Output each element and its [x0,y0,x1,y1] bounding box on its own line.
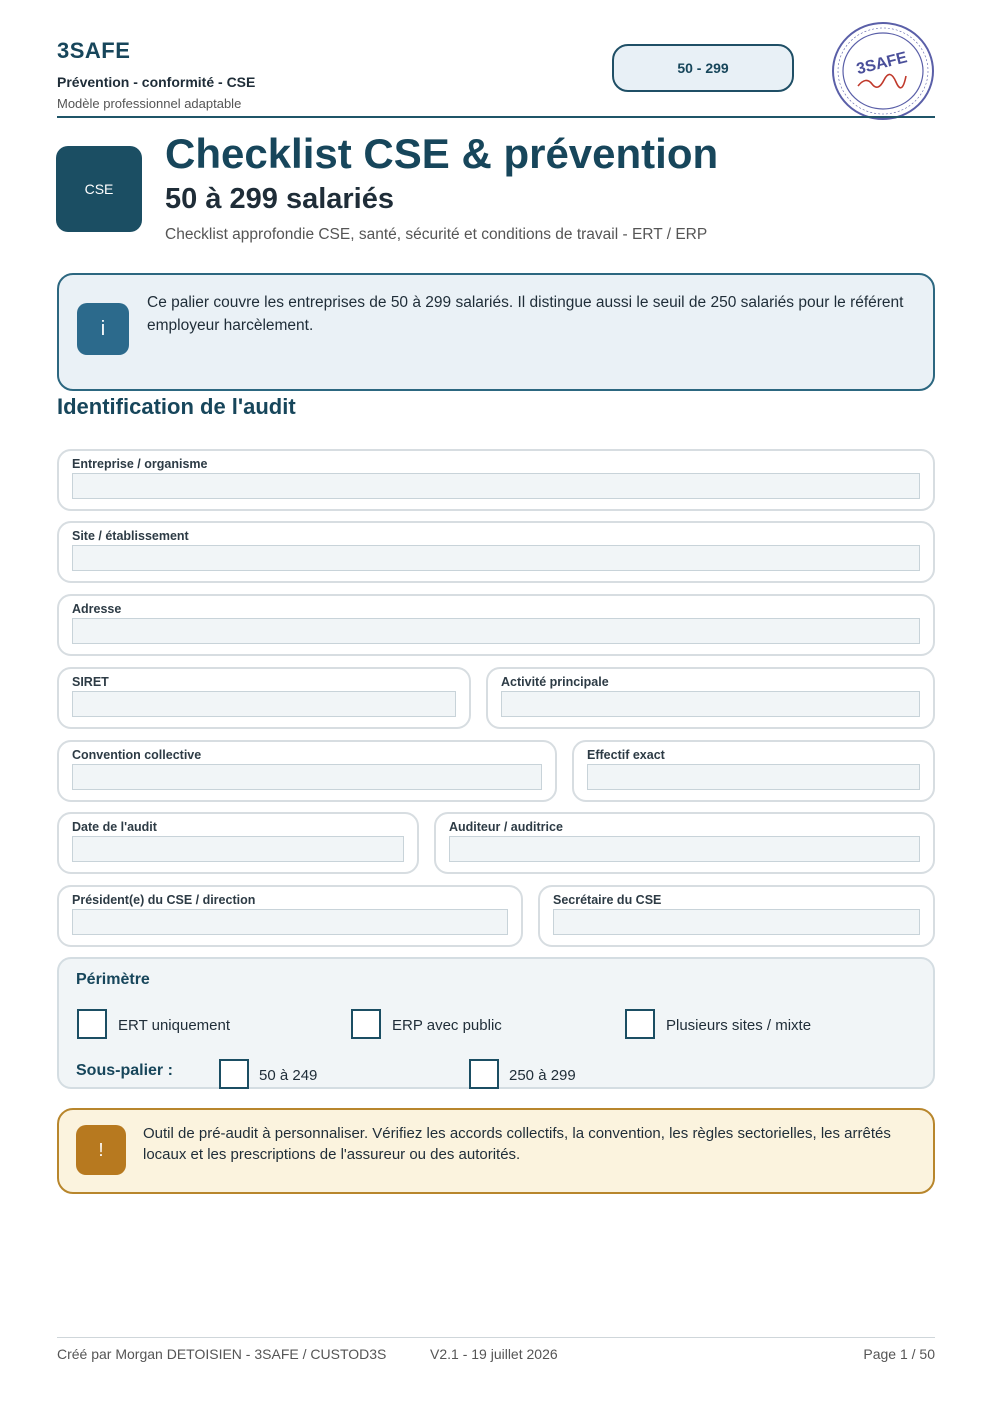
warning-callout [57,1108,935,1194]
adresse-input[interactable] [72,618,920,644]
activite-input[interactable] [501,691,920,717]
field-site [57,521,935,583]
checkbox-250-299[interactable] [469,1059,499,1089]
company-seal-logo [830,20,936,122]
convention-input[interactable] [72,764,542,790]
header-divider [57,116,935,118]
field-president [57,885,523,947]
field-adresse [57,594,935,656]
info-callout [57,273,935,391]
checkbox-label: ERP avec public [392,1017,502,1034]
field-auditeur [434,812,935,874]
footer-page-number: Page 1 / 50 [863,1346,935,1362]
info-text: Ce palier couvre les entreprises de 50 à 299 salariés. Il distingue aussi le seuil de 250 salariés pour le référent employeur harcèlement. [147,294,904,334]
field-label: Effectif exact [587,748,665,762]
checkbox-label: 250 à 299 [509,1067,576,1084]
perimetre-title: Périmètre [76,971,150,988]
secretaire-input[interactable] [553,909,920,935]
header [57,38,255,111]
field-label: Site / établissement [72,529,189,543]
cse-badge: CSE [56,146,142,232]
page-subtitle: 50 à 299 salariés [165,183,394,215]
model-note: Modèle professionnel adaptable [57,96,242,111]
president-input[interactable] [72,909,508,935]
field-convention [57,740,557,802]
field-activite [486,667,935,729]
brand-tagline: Prévention - conformité - CSE [57,74,256,90]
field-label: Entreprise / organisme [72,457,208,471]
section-title-identification: Identification de l'audit [57,394,296,419]
brand-name: 3SAFE [57,38,131,63]
warning-icon: ! [76,1125,126,1175]
footer-version: V2.1 - 19 juillet 2026 [430,1346,558,1362]
tier-badge: 50 - 299 [612,44,794,92]
checkbox-label: ERT uniquement [118,1017,231,1034]
field-secretaire [538,885,935,947]
effectif-input[interactable] [587,764,920,790]
svg-text:3SAFE: 3SAFE [854,49,909,79]
footer-divider [57,1337,935,1338]
checkbox-50-249[interactable] [219,1059,249,1089]
field-label: Secrétaire du CSE [553,893,662,907]
siret-input[interactable] [72,691,456,717]
checkbox-label: 50 à 249 [259,1067,318,1084]
page-title: Checklist CSE & prévention [165,130,719,177]
field-label: Convention collective [72,748,202,762]
warning-text: Outil de pré-audit à personnaliser. Vérifiez les accords collectifs, la convention, les règles sectorielles, les arrêtés locaux et les prescriptions de l'assureur ou des autorités. [143,1125,891,1163]
field-siret [57,667,471,729]
date-input[interactable] [72,836,404,862]
field-label: Date de l'audit [72,820,157,834]
field-label: SIRET [72,675,109,689]
checkbox-erp[interactable] [351,1009,381,1039]
sous-palier-label: Sous-palier : [76,1062,173,1079]
checkbox-label: Plusieurs sites / mixte [666,1017,812,1034]
footer-author: Créé par Morgan DETOISIEN - 3SAFE / CUSTOD3S [57,1346,387,1362]
info-icon: i [77,303,129,355]
field-entreprise [57,449,935,511]
checkbox-multisite[interactable] [625,1009,655,1039]
entreprise-input[interactable] [72,473,920,499]
field-label: Auditeur / auditrice [449,820,563,834]
site-input[interactable] [72,545,920,571]
perimetre-panel [57,957,935,1089]
field-label: Président(e) du CSE / direction [72,893,256,907]
field-label: Activité principale [501,675,609,689]
auditeur-input[interactable] [449,836,920,862]
page-description: Checklist approfondie CSE, santé, sécurité et conditions de travail - ERT / ERP [165,226,708,243]
field-effectif [572,740,935,802]
checkbox-ert[interactable] [77,1009,107,1039]
field-date [57,812,419,874]
field-label: Adresse [72,602,122,616]
